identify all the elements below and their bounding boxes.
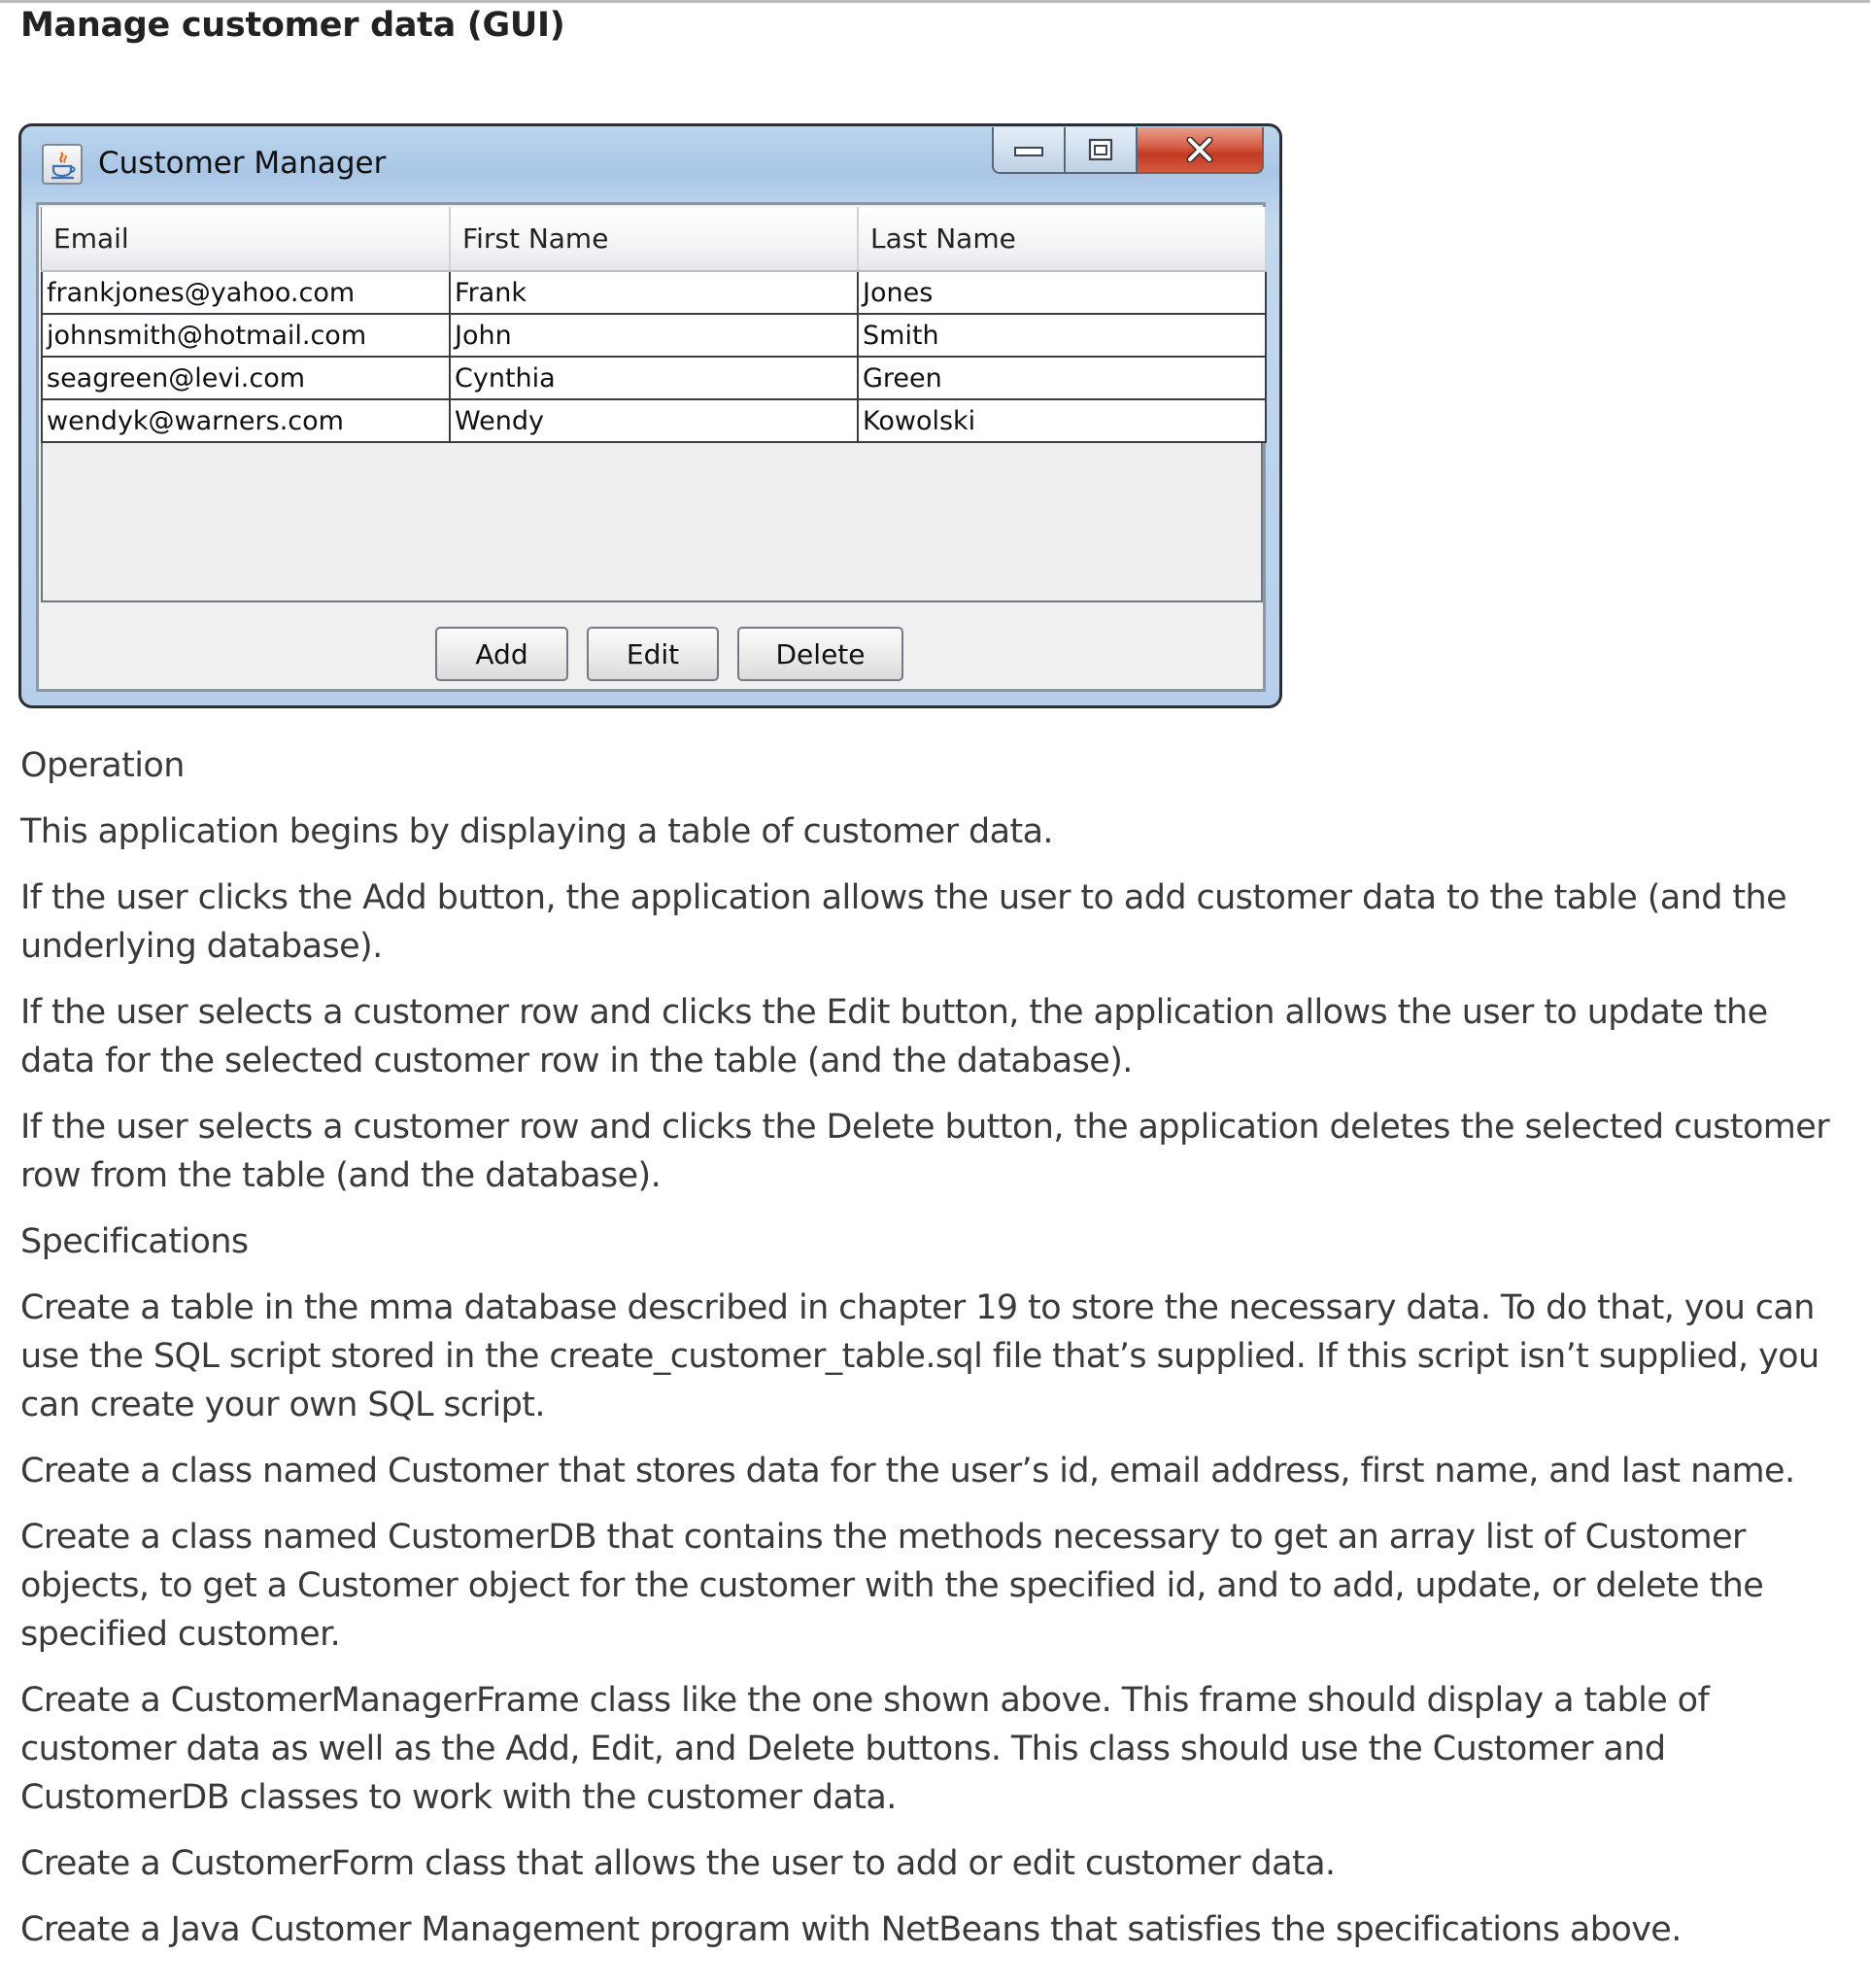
section-heading-operation: Operation: [20, 746, 185, 785]
paragraph: If the user selects a customer row and clicks the Delete button, the application deletes the selected customer row from the table (and the database).: [20, 1108, 1829, 1195]
instructions-body: [20, 741, 1847, 1971]
cell-last-name[interactable]: Smith: [858, 314, 1266, 357]
window-titlebar[interactable]: [21, 126, 1279, 202]
section-heading-specifications: Specifications: [20, 1222, 249, 1261]
paragraph: Create a table in the mma database described in chapter 19 to store the necessary data. To do that, you can use the SQL script stored in the create_customer_table.sql file that’s supplied. If this script isn’t supplied, you can create your own SQL script.: [20, 1288, 1819, 1424]
edit-button[interactable]: Edit: [587, 627, 719, 681]
table-header-row: [42, 207, 1266, 271]
column-header-first-name[interactable]: First Name: [450, 207, 858, 271]
window-title: Customer Manager: [98, 146, 387, 181]
paragraph: If the user clicks the Add button, the application allows the user to add customer data to the table (and the underlying database).: [20, 878, 1787, 966]
column-header-last-name[interactable]: Last Name: [858, 207, 1266, 271]
top-divider: [0, 0, 1870, 3]
cell-email[interactable]: wendyk@warners.com: [42, 399, 450, 442]
page-title: Manage customer data (GUI): [20, 6, 565, 45]
maximize-button[interactable]: [1066, 127, 1138, 174]
table-row[interactable]: [42, 314, 1266, 357]
cell-email[interactable]: seagreen@levi.com: [42, 357, 450, 399]
cell-first-name[interactable]: Frank: [450, 271, 858, 314]
add-button[interactable]: Add: [435, 627, 568, 681]
window-controls: [992, 127, 1264, 176]
cell-email[interactable]: frankjones@yahoo.com: [42, 271, 450, 314]
paragraph: If the user selects a customer row and clicks the Edit button, the application allows the user to update the data for the selected customer row in the table (and the database).: [20, 993, 1768, 1080]
cell-last-name[interactable]: Green: [858, 357, 1266, 399]
table-row[interactable]: [42, 399, 1266, 442]
button-bar: [39, 604, 1263, 690]
delete-button[interactable]: Delete: [737, 627, 903, 681]
cell-first-name[interactable]: Cynthia: [450, 357, 858, 399]
minimize-icon: [1014, 142, 1043, 157]
close-icon: [1185, 137, 1214, 162]
paragraph: Create a Java Customer Management program with NetBeans that satisfies the specifications above.: [20, 1910, 1682, 1949]
java-icon[interactable]: [42, 144, 83, 185]
minimize-button[interactable]: [992, 127, 1066, 174]
content-pane: [36, 202, 1266, 692]
cell-last-name[interactable]: Jones: [858, 271, 1266, 314]
customer-table-scrollpane[interactable]: [41, 207, 1263, 602]
paragraph: Create a class named Customer that stores data for the user’s id, email address, first name, and last name.: [20, 1452, 1795, 1491]
table-row[interactable]: [42, 357, 1266, 399]
cell-last-name[interactable]: Kowolski: [858, 399, 1266, 442]
cell-first-name[interactable]: Wendy: [450, 399, 858, 442]
customer-table: [41, 207, 1267, 443]
paragraph: Create a CustomerManagerFrame class like the one shown above. This frame should display a table of customer data as well as the Add, Edit, and Delete buttons. This class should use the Customer and CustomerDB classes to work with the customer data.: [20, 1681, 1710, 1817]
paragraph: This application begins by displaying a table of customer data.: [20, 812, 1053, 851]
close-button[interactable]: [1138, 127, 1264, 174]
cell-email[interactable]: johnsmith@hotmail.com: [42, 314, 450, 357]
paragraph: Create a CustomerForm class that allows the user to add or edit customer data.: [20, 1844, 1336, 1883]
column-header-email[interactable]: Email: [42, 207, 450, 271]
paragraph: Create a class named CustomerDB that contains the methods necessary to get an array list of Customer objects, to get a Customer object for the customer with the specified id, and to add, update, or delete the specified customer.: [20, 1518, 1764, 1654]
table-row[interactable]: [42, 271, 1266, 314]
maximize-icon: [1088, 138, 1113, 161]
cell-first-name[interactable]: John: [450, 314, 858, 357]
customer-manager-window: [18, 123, 1282, 708]
